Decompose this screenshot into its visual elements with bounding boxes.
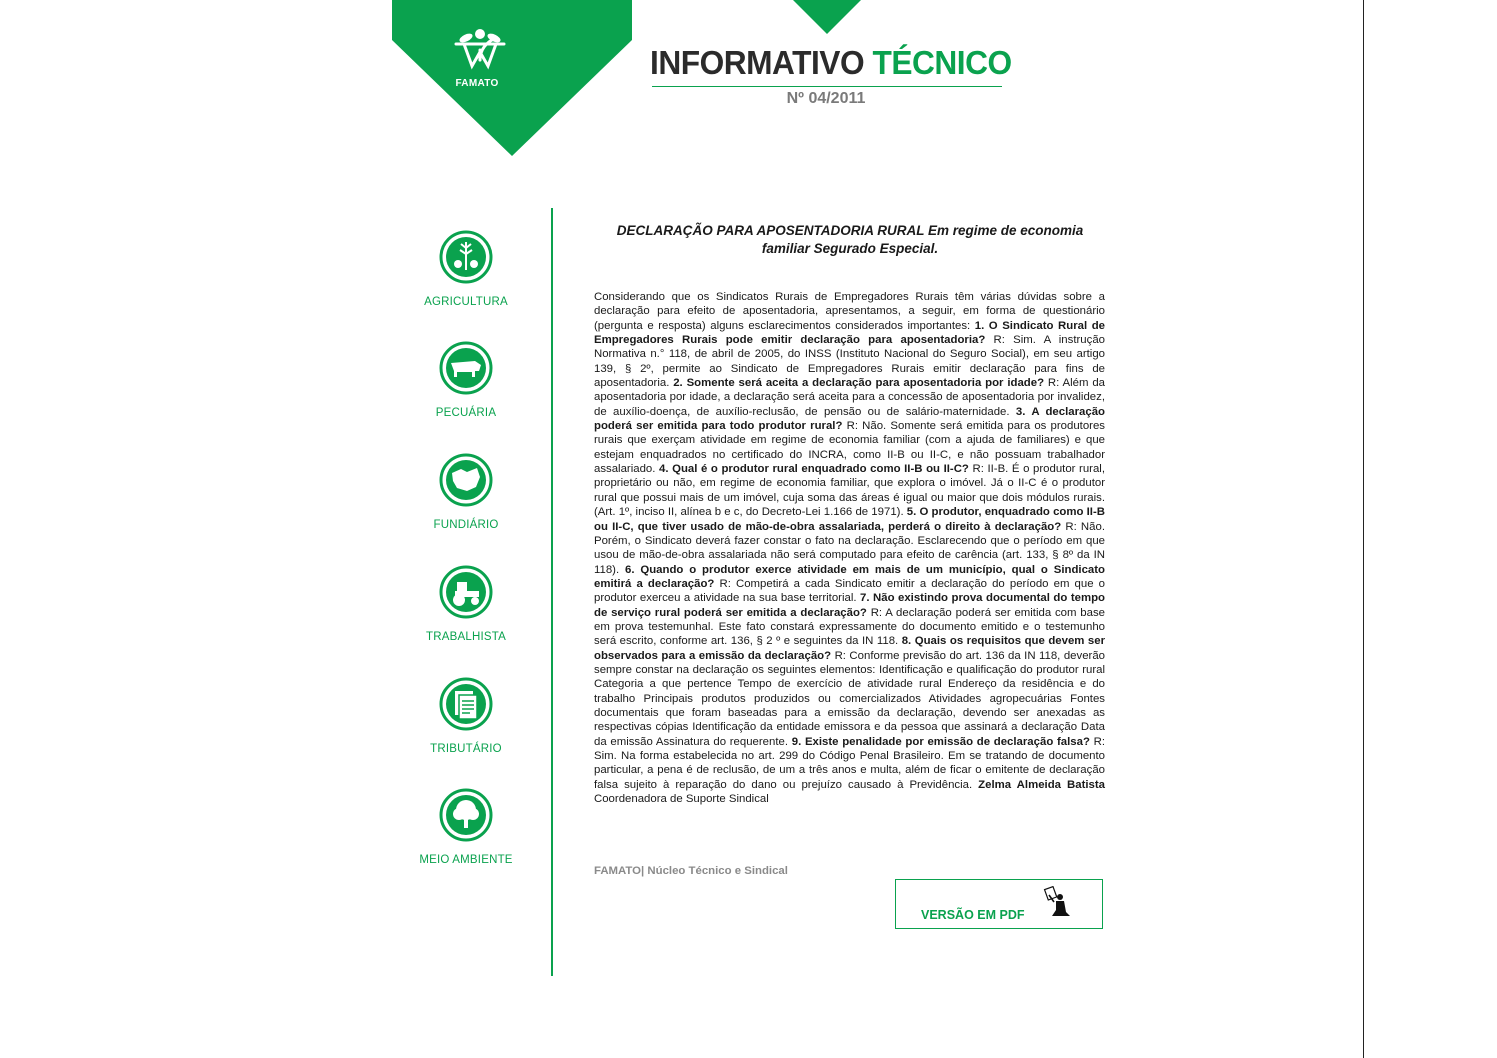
sidebar-item-meio-ambiente[interactable] xyxy=(410,788,522,866)
issue-number: Nº 04/2011 xyxy=(786,90,866,107)
body-text-segment: R: Não. Porém, o Sindicato deverá fazer constar o fato na declaração. Esclarecendo que o período em que usou de mão-de-obra assalariada não será computado para efeito de carência (art. 133, § 8º da IN 118). xyxy=(594,520,1105,576)
body-text-segment: Coordenadora de Suporte Sindical xyxy=(594,793,769,806)
body-text-segment: R: Competirá a cada Sindicato emitir a declaração do período em que o produtor exerceu a atividade na sua base territorial. xyxy=(594,577,1105,605)
body-question: 8. Quais os requisitos que devem ser observados para a emissão da declaração? xyxy=(594,635,1106,662)
body-text-segment: R: Conforme previsão do art. 136 da IN 118, deverão sempre constar na declaração os seguintes elementos: Identificação e qualificação do produtor rural Categoria a que pertence Tempo de exercício de atividade rural Endereço da residência e do trabalho Principais produtos produzidos ou comercializados Atividades agropecuárias Fontes documentais que foram baseadas para a emissão da declaração, devendo ser anexadas as respectivas cópias Identificação da entidade emissora e da pessoa que assinará a declaração Data da emissão Assinatura do requerente. xyxy=(594,649,1105,748)
body-text-segment: Considerando que os Sindicatos Rurais de Empregadores Rurais têm várias dúvidas sobre a declaração para efeito de aposentadoria, apresentamos, a seguir, em forma de questionário (pergunta e resposta) alguns esclarecimentos considerados importantes: xyxy=(594,291,1105,332)
body-question: 2. Somente será aceita a declaração para aposentadoria por idade? xyxy=(673,377,1045,390)
title-part1: INFORMATIVO xyxy=(650,44,865,81)
pdf-button-label: VERSÃO EM PDF xyxy=(921,908,1025,922)
body-question: 4. Qual é o produtor rural enquadrado como II-B ou II-C? xyxy=(659,463,969,476)
title-part2: TÉCNICO xyxy=(872,44,1012,81)
documents-icon xyxy=(439,677,493,731)
page-edge-line xyxy=(1363,0,1364,1058)
pdf-version-button[interactable] xyxy=(895,879,1103,929)
sidebar-label: AGRICULTURA xyxy=(424,296,508,308)
livestock-icon xyxy=(439,341,493,395)
agriculture-icon xyxy=(439,230,493,284)
sidebar-item-fundiario[interactable] xyxy=(410,453,522,531)
body-question: Zelma Almeida Batista xyxy=(978,778,1105,791)
logo-text: FAMATO xyxy=(455,78,499,89)
sidebar-label: PECUÁRIA xyxy=(435,407,497,419)
body-question: 1. O Sindicato Rural de Empregadores Rurais pode emitir declaração para aposentadoria? xyxy=(594,319,1105,347)
page-title xyxy=(650,44,1012,82)
sidebar-label: TRIBUTÁRIO xyxy=(430,743,502,755)
tractor-icon xyxy=(439,565,493,619)
article-body xyxy=(594,290,1105,806)
sidebar-item-tributario[interactable] xyxy=(410,677,522,755)
sidebar-item-trabalhista[interactable] xyxy=(410,565,522,643)
body-question: 6. Quando o produtor exerce atividade em mais de um município, qual o Sindicato emitirá a declaração? xyxy=(594,563,1106,590)
body-text-segment: R: II-B. É o produtor rural, proprietário ou não, em regime de economia familiar, que explora o imóvel. Já o II-C é o produtor rural que possui mais de um imóvel, cuja soma das áreas é igual ou maior que dois módulos rurais. (Art. 1º, inciso II, alínea b e c, do Decreto-Lei 1.166 de 1971). xyxy=(594,463,1105,519)
body-text-segment: R: A declaração poderá ser emitida com base em prova testemunhal. Este fato constará expressamente do documento emitido e o testemunho será escrito, conforme art. 136, § 2 º e seguintes da IN 118. xyxy=(594,606,1105,648)
tree-icon xyxy=(439,788,493,842)
sidebar-label: FUNDIÁRIO xyxy=(433,519,499,531)
article-signature: FAMATO| Núcleo Técnico e Sindical xyxy=(594,865,788,877)
body-question: 9. Existe penalidade por emissão de declaração falsa? xyxy=(791,735,1090,748)
title-underline xyxy=(652,86,1002,87)
famato-logo-banner xyxy=(392,0,632,160)
body-text-segment: R: Além da aposentadoria por idade, a declaração será aceita para a concessão de aposentadoria por invalidez, de auxílio-doença, de auxílio-reclusão, de pensão ou de salário-maternidade. xyxy=(594,377,1105,418)
body-question: 3. A declaração poderá ser emitida para todo produtor rural? xyxy=(594,405,1105,433)
sidebar-item-pecuaria[interactable] xyxy=(410,341,522,419)
body-text-segment: R: Sim. Na forma estabelecida no art. 299 do Código Penal Brasileiro. Em se tratando de documento particular, a pena é de reclusão, de um a três anos e multa, além de ficar o emitente de declaração falsa sujeito à reparação do dano ou prejuízo causado à Previdência. xyxy=(594,735,1106,791)
sidebar-label: MEIO AMBIENTE xyxy=(419,854,513,866)
sidebar-item-agricultura[interactable] xyxy=(410,230,522,308)
body-question: 5. O produtor, enquadrado como II-B ou II-C, que tiver usado de mão-de-obra assalariada, perderá o direito à declaração? xyxy=(594,506,1105,533)
body-text-segment: R: Sim. A instrução Normativa n.° 118, de abril de 2005, do INSS (Instituto Nacional do Seguro Social), em seu artigo 139, § 2º, permite ao Sindicato de Empregadores Rurais emitir declaração para fins de aposentadoria. xyxy=(594,334,1105,390)
land-map-icon xyxy=(439,453,493,507)
document-reader-icon xyxy=(1042,886,1076,918)
body-question: 7. Não existindo prova documental do tempo de serviço rural poderá ser emitida a declaração? xyxy=(594,592,1105,619)
vertical-divider xyxy=(551,208,553,976)
body-text-segment: R: Não. Somente será emitida para os produtores rurais que exerçam atividade em regime de economia familiar (com a ajuda de familiares) e que estejam enquadrados no certificado do INCRA, como II-B ou II-C, e não possuam trabalhador assalariado. xyxy=(594,420,1105,476)
sidebar-label: TRABALHISTA xyxy=(426,631,506,643)
top-notch-decoration xyxy=(793,0,861,39)
article-heading: DECLARAÇÃO PARA APOSENTADORIA RURAL Em regime de economia familiar Segurado Especial. xyxy=(616,223,1084,256)
